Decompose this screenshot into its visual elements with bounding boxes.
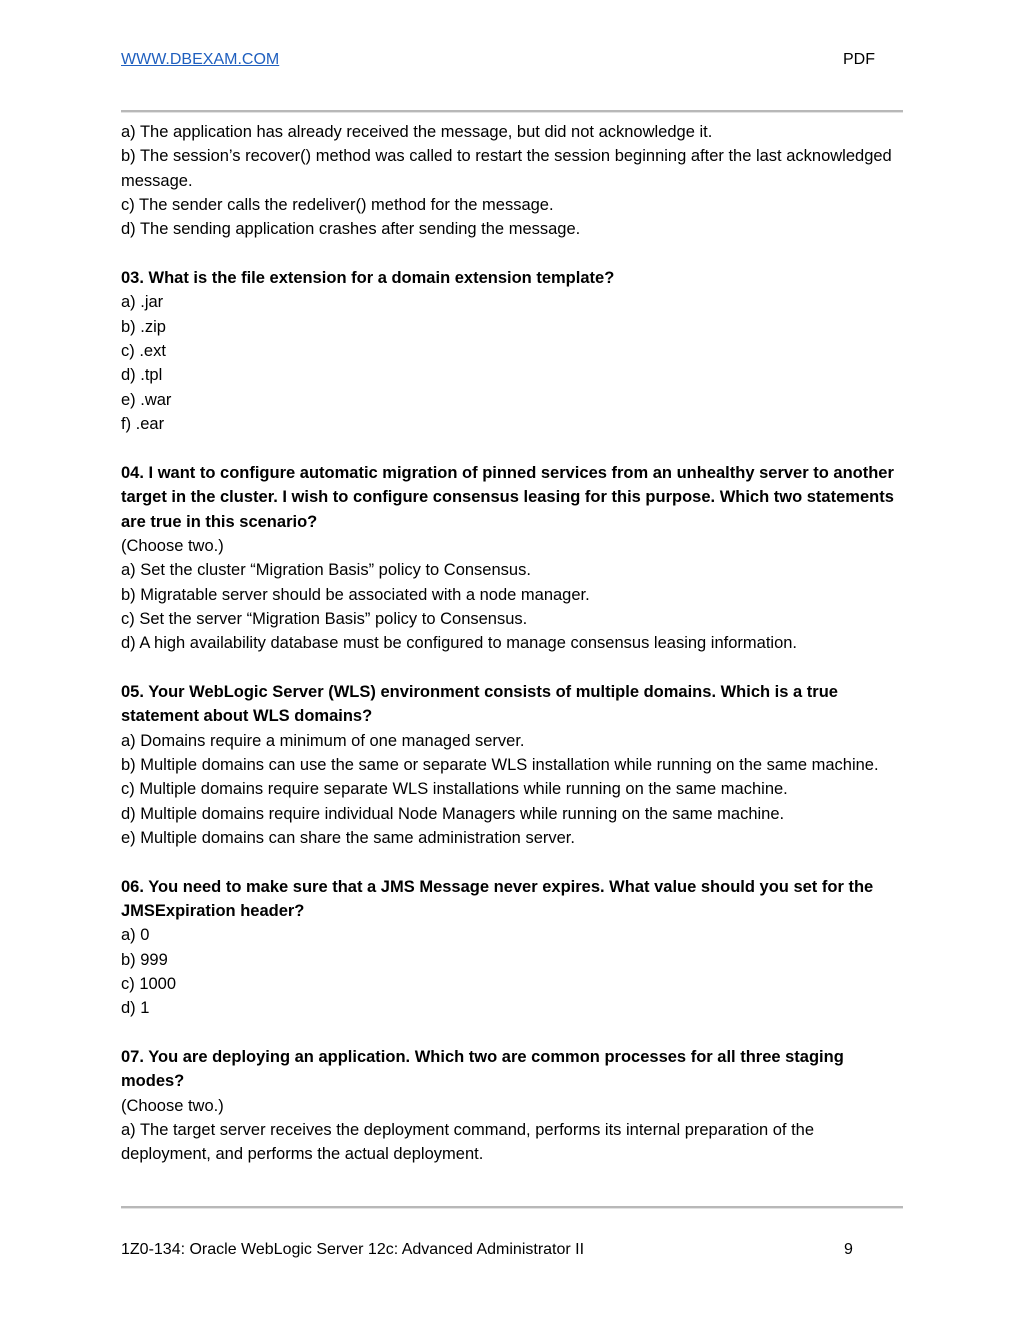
answer-option: c) Set the server “Migration Basis” policy to Consensus. xyxy=(121,609,528,628)
answer-option: b) Migratable server should be associated with a node manager. xyxy=(121,585,590,604)
question-05 xyxy=(121,680,906,850)
footer-divider xyxy=(121,1206,903,1208)
header-format-label: PDF xyxy=(843,51,875,68)
question-prompt: 04. I want to configure automatic migration of pinned services from an unhealthy server to another target in the cluster. I wish to configure consensus leasing for this purpose. Which two statements are true in this scenario? xyxy=(121,463,894,531)
question-note: (Choose two.) xyxy=(121,1096,224,1115)
exam-title: 1Z0-134: Oracle WebLogic Server 12c: Advanced Administrator II xyxy=(121,1241,585,1258)
answer-option: b) .zip xyxy=(121,317,166,336)
answer-option: b) Multiple domains can use the same or separate WLS installation while running on the same machine. xyxy=(121,755,879,774)
answer-option: d) 1 xyxy=(121,999,150,1018)
answer-option: a) .jar xyxy=(121,293,164,312)
question-prompt: 07. You are deploying an application. Which two are common processes for all three staging modes? xyxy=(121,1048,844,1091)
question-prompt: 06. You need to make sure that a JMS Message never expires. What value should you set for the JMSExpiration header? xyxy=(121,877,874,920)
answer-option: d) .tpl xyxy=(121,366,163,385)
question-prompt: 05. Your WebLogic Server (WLS) environment consists of multiple domains. Which is a true statement about WLS domains? xyxy=(121,682,838,726)
answer-option: b) The session’s recover() method was called to restart the session beginning after the last acknowledged message. xyxy=(121,147,892,190)
answer-option: d) Multiple domains require individual Node Managers while running on the same machine. xyxy=(121,804,785,823)
question-note: (Choose two.) xyxy=(121,536,224,555)
answer-option: f) .ear xyxy=(121,415,165,434)
answer-option: a) The application has already received the message, but did not acknowledge it. xyxy=(121,123,713,141)
answer-option: c) 1000 xyxy=(121,975,177,994)
question-prompt: 03. What is the file extension for a domain extension template? xyxy=(121,269,615,288)
answer-option: a) The target server receives the deployment command, performs its internal preparation of the deployment, and performs the actual deployment. xyxy=(121,1121,815,1164)
question-04 xyxy=(121,461,906,656)
page-footer xyxy=(121,1239,903,1261)
question-07 xyxy=(121,1045,906,1167)
answer-option: a) 0 xyxy=(121,926,150,945)
answer-option: b) 999 xyxy=(121,950,168,969)
page-header xyxy=(121,49,903,71)
answer-option: c) The sender calls the redeliver() method for the message. xyxy=(121,196,554,215)
answer-option: a) Set the cluster “Migration Basis” policy to Consensus. xyxy=(121,561,531,580)
answer-option: d) A high availability database must be configured to manage consensus leasing information. xyxy=(121,634,798,653)
header-divider xyxy=(121,110,903,112)
answer-option: d) The sending application crashes after sending the message. xyxy=(121,220,581,239)
page-number: 9 xyxy=(844,1241,853,1258)
continuation-options xyxy=(121,120,906,242)
answer-option: e) Multiple domains can share the same administration server. xyxy=(121,828,575,847)
answer-option: c) .ext xyxy=(121,342,166,361)
question-03 xyxy=(121,266,906,436)
answer-option: e) .war xyxy=(121,390,172,409)
answer-option: a) Domains require a minimum of one managed server. xyxy=(121,731,525,750)
answer-option: c) Multiple domains require separate WLS installations while running on the same machine. xyxy=(121,780,788,799)
question-06 xyxy=(121,875,906,1021)
page-body xyxy=(121,120,906,1167)
site-link[interactable]: WWW.DBEXAM.COM xyxy=(121,51,280,68)
